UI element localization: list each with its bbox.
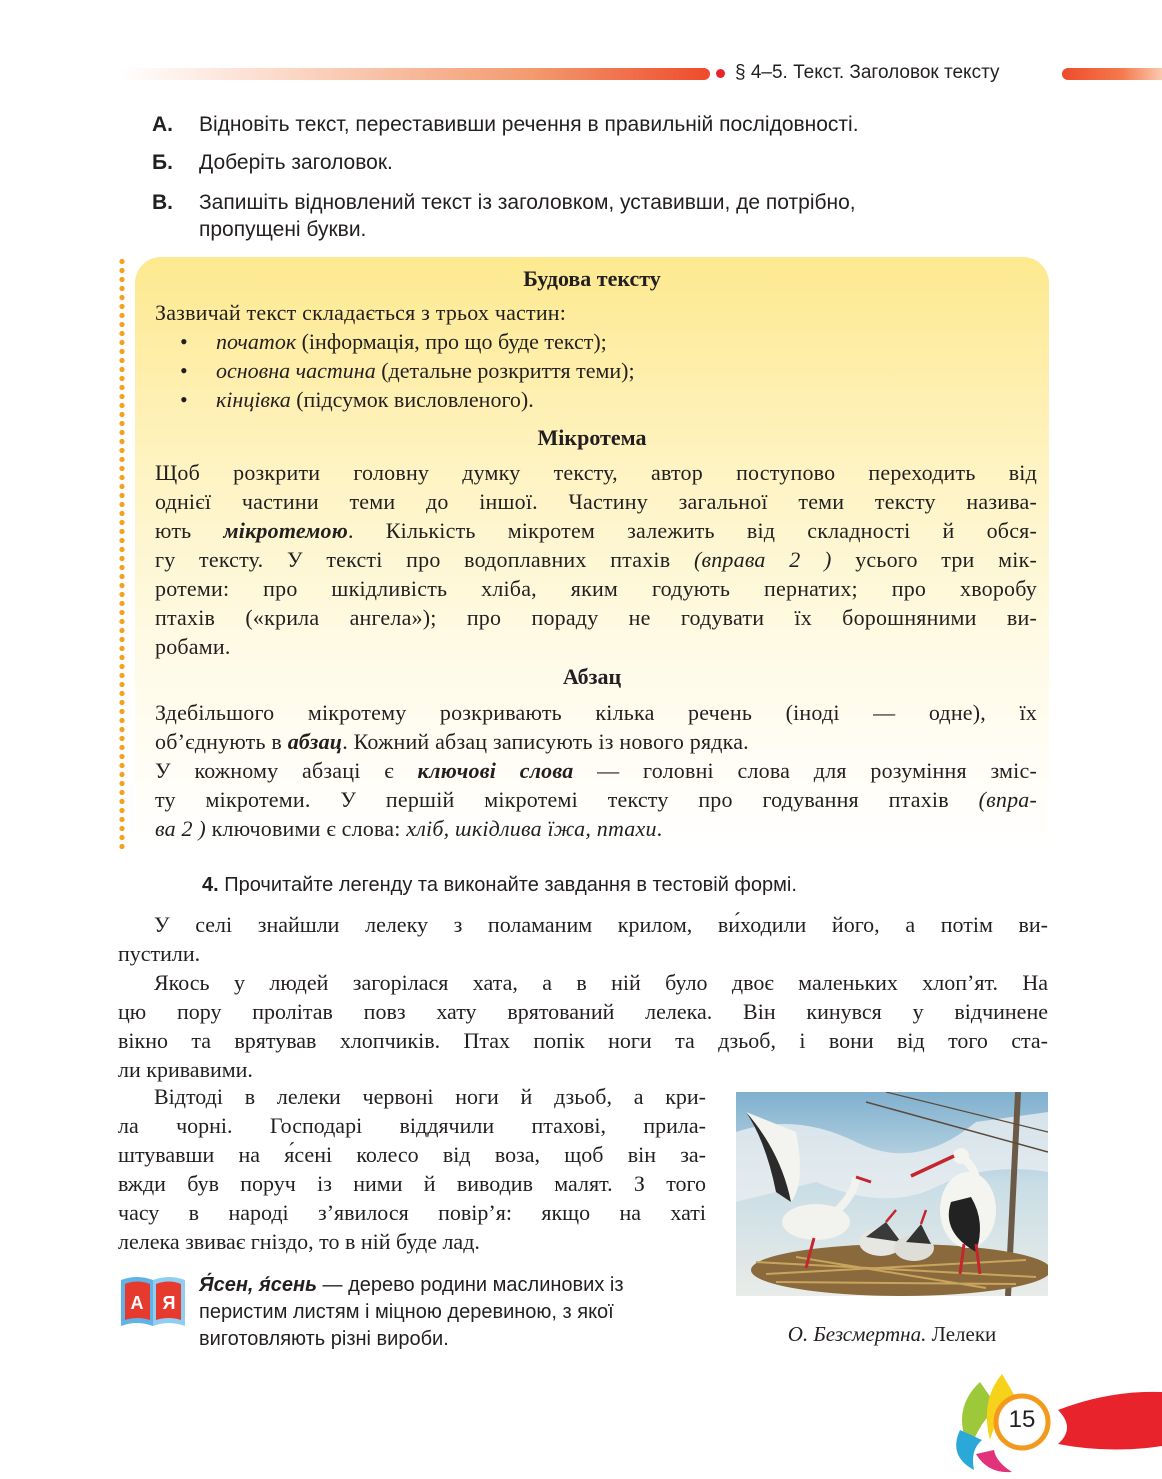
exercise-4-instruction: 4. Прочитайте легенду та виконайте завдання в тестовій формі. [202, 874, 797, 896]
page-number: 15 [1008, 1406, 1036, 1433]
page-number-decoration [940, 1370, 1162, 1474]
header-bullet [716, 69, 725, 78]
header-decor-bar [118, 68, 710, 80]
task-letter: В. [152, 191, 173, 214]
task-text: Відновіть текст, переставивши речення в правильній послідовності. [199, 113, 859, 136]
svg-text:А: А [130, 1293, 144, 1313]
task-text: Запишіть відновлений текст із заголовком, уставивши, де потрібно, пропущені букви. [199, 191, 856, 241]
story-paragraph-1: У селі знайшли лелеку з поламаним крилом, ви́ходили його, а потім ви- пустили. [118, 912, 1048, 966]
rule-microtheme-text: Щоб розкрити головну думку тексту, автор поступово переходить від однієї частини теми до іншої. Частину загальної теми тексту назива- ють мікротемою. Кількість мікротем залежить від складності й обся- гу тексту. У тексті про водоплавних птахів (вправа 2 ) усього три мік- ротеми: про шкідливість хліба, яким годують пернатих; про хворобу птахів («крила ангела»); про пораду не годувати їх борошняними ви- робами. [155, 460, 1038, 659]
story-paragraph-3: Відтоді в лелеки червоні ноги й дзьоб, а кри- ла чорні. Господарі віддячили птахові, прила- штувавши на я́сені колесо від воза, щоб він за- вжди був поруч із ними й виводив малят. З того часу в народі з’явилося повір’я: якщо на хаті лелека звиває гніздо, то в ній буде лад. [118, 1084, 706, 1254]
exercise-number: 4. [202, 874, 219, 896]
task-letter: Б. [152, 151, 173, 174]
running-header: § 4–5. Текст. Заголовок тексту [735, 62, 1000, 83]
task-text: Доберіть заголовок. [199, 151, 393, 174]
rule-paragraph-text: Здебільшого мікротему розкривають кілька речень (іноді — одне), їх об’єднують в абзац. Кожний абзац записують із нового рядка. У кожному абзаці є ключові слова — головні слова для розуміння зміс- ту мікротеми. У першій мікротемі тексту про годування птахів (впра- ва 2 ) ключовими є слова: хліб, шкідлива їжа, птахи. [155, 700, 1037, 841]
storks-painting [736, 1092, 1048, 1296]
story-paragraph-2: Якось у людей загорілася хата, а в ній було двоє маленьких хлоп’ят. На цю пору пролітав повз хату врятований лелека. Він кинувся у відчинене вікно та врятував хлопчиків. Птах попік ноги та дзьоб, і вони від того ста- ли кривавими. [118, 970, 1048, 1082]
task-letter: А. [152, 113, 173, 136]
dictionary-term: Я́сен, я́сень [199, 1274, 317, 1296]
header-decor-bar-right [1062, 68, 1162, 80]
rule-heading-structure: Будова тексту [523, 266, 661, 291]
rule-heading-paragraph: Абзац [562, 664, 622, 689]
svg-text:Я: Я [162, 1293, 176, 1313]
dictionary-book-icon [119, 1272, 187, 1328]
rule-dotted-border [119, 257, 125, 849]
painting-caption: О. Безсмертна. Лелеки [787, 1322, 997, 1346]
rule-heading-microtheme: Мікротема [537, 425, 647, 450]
dictionary-entry: Я́сен, я́сень — дерево родини маслинових із перистим листям і міцною деревиною, з якої виготовляють різні вироби. [199, 1274, 624, 1350]
rule-structure-intro: Зазвичай текст складається з трьох частин: [155, 300, 567, 325]
